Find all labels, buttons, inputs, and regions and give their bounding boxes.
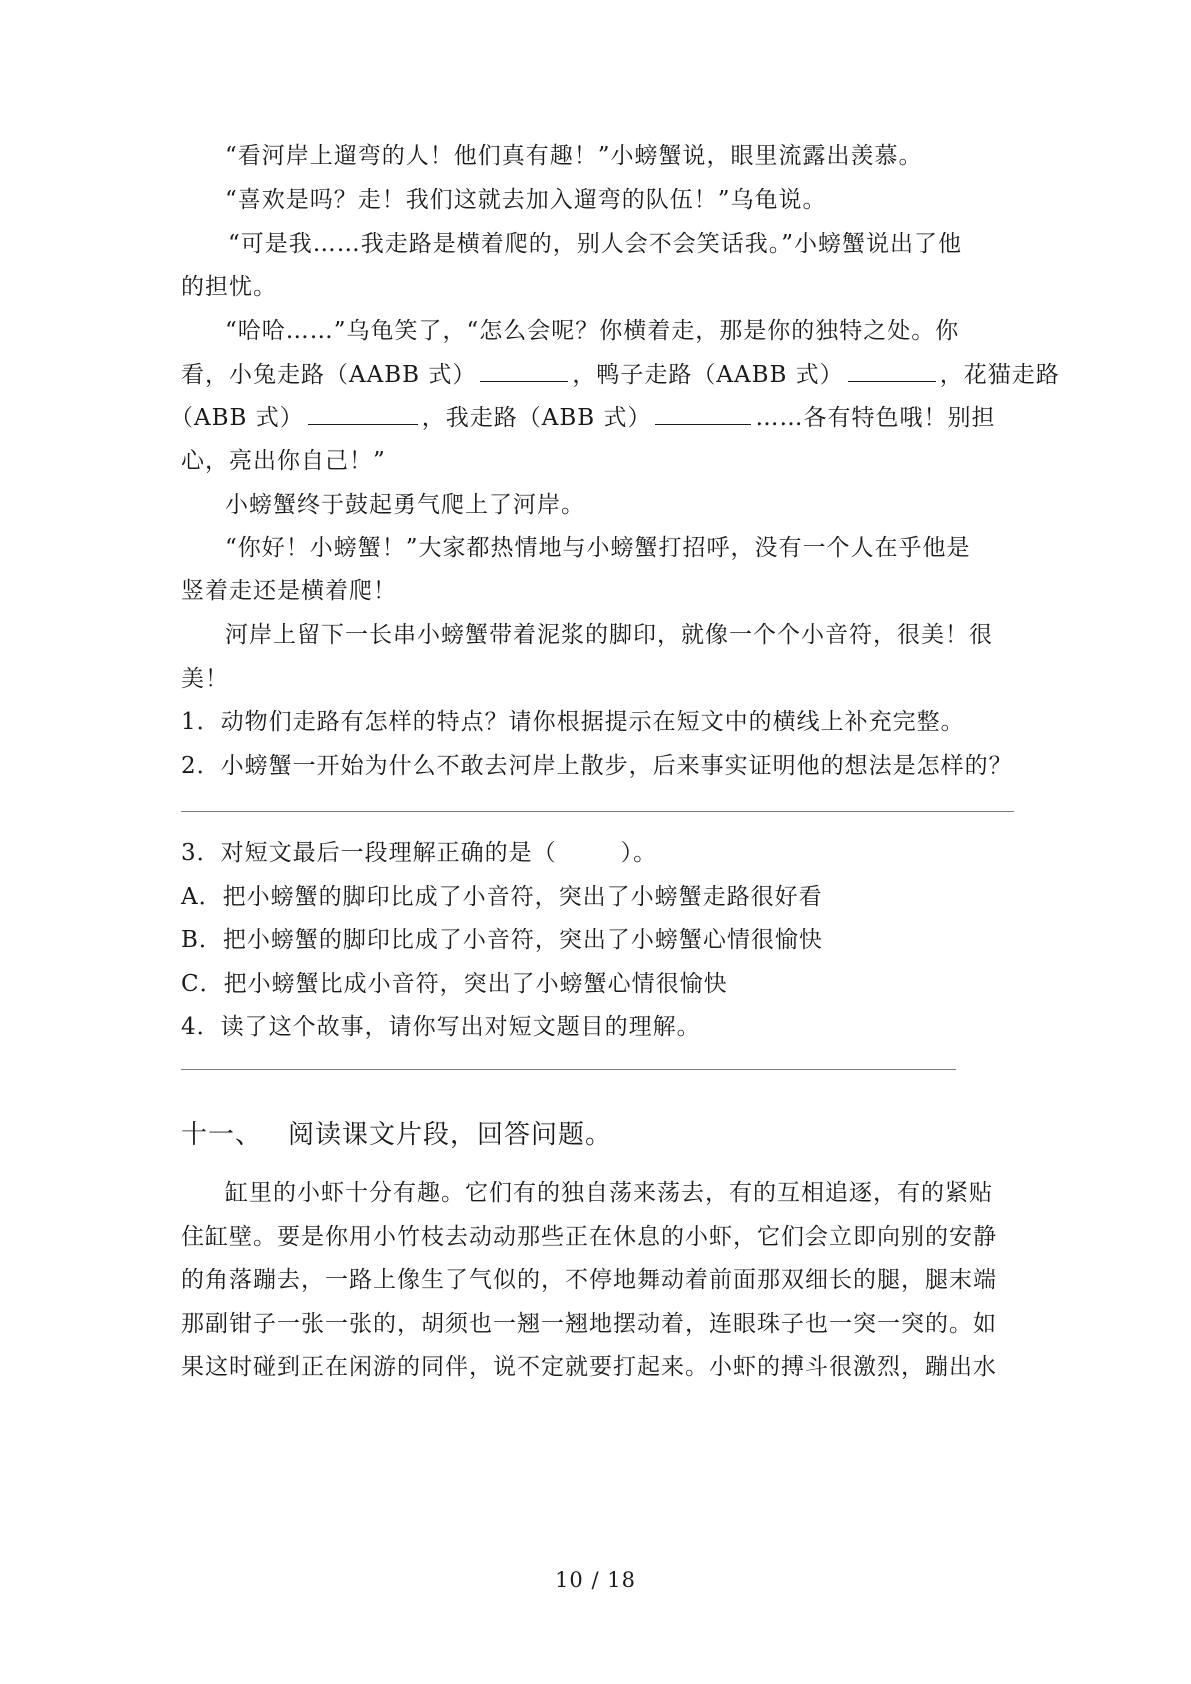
section-11-heading	[181, 1118, 612, 1152]
option-a[interactable]: A．把小螃蟹的脚印比成了小音符，突出了小螃蟹走路很好看	[181, 884, 823, 910]
story-paragraph-7-line-2: 美！	[181, 666, 229, 692]
story-paragraph-4-line-1: “哈哈……”乌龟笑了，“怎么会呢？你横着走，那是你的独特之处。你	[225, 318, 960, 344]
shrimp-passage-line-4: 那副钳子一张一张的，胡须也一翘一翘地摆动着，连眼珠子也一突一突的。如	[181, 1311, 997, 1337]
answer-line-q4[interactable]	[181, 1069, 956, 1070]
shrimp-passage-line-3: 的角落蹦去，一路上像生了气似的，不停地舞动着前面那双细长的腿，腿末端	[181, 1267, 997, 1293]
question-4: 4．读了这个故事，请你写出对短文题目的理解。	[181, 1014, 701, 1040]
story-paragraph-4-line-4: 心，亮出你自己！”	[181, 448, 386, 474]
story-paragraph-7-line-1: 河岸上留下一长串小螃蟹带着泥浆的脚印，就像一个个小音符，很美！很	[225, 622, 993, 648]
shrimp-passage-line-5: 果这时碰到正在闲游的同伴，说不定就要打起来。小虾的搏斗很激烈，蹦出水	[181, 1354, 997, 1380]
story-paragraph-2: “喜欢是吗？走！我们这就去加入遛弯的队伍！”乌龟说。	[225, 187, 827, 213]
story-paragraph-5: 小螃蟹终于鼓起勇气爬上了河岸。	[225, 492, 585, 518]
text-duck-walk: ，鸭子走路（AABB 式）	[572, 362, 844, 388]
option-b[interactable]: B．把小螃蟹的脚印比成了小音符，突出了小螃蟹心情很愉快	[181, 927, 823, 953]
cat-walk-blank[interactable]	[308, 402, 418, 425]
text-crab-walk: ，我走路（ABB 式）	[421, 405, 652, 431]
rabbit-walk-blank[interactable]	[480, 359, 568, 382]
section-number: 十一、	[181, 1120, 263, 1150]
shrimp-passage-line-1: 缸里的小虾十分有趣。它们有的独自荡来荡去，有的互相追逐，有的紧贴	[225, 1180, 993, 1206]
story-paragraph-4-line-2	[181, 359, 1060, 390]
question-3-close: ）。	[620, 840, 658, 866]
text-cat-abb: （ABB 式）	[170, 405, 304, 431]
text-cat-walk: ，花猫走路	[939, 362, 1060, 388]
page-number: 10 / 18	[555, 1568, 636, 1592]
text-rabbit-walk: 看，小兔走路（AABB 式）	[181, 362, 477, 388]
story-paragraph-6-line-2: 竖着走还是横着爬！	[181, 578, 397, 604]
crab-walk-blank[interactable]	[655, 402, 751, 425]
text-each-unique: ……各有特色哦！别担	[755, 405, 996, 431]
story-paragraph-4-line-3	[170, 402, 995, 433]
option-c[interactable]: C．把小螃蟹比成小音符，突出了小螃蟹心情很愉快	[181, 971, 728, 997]
story-paragraph-1: “看河岸上遛弯的人！他们真有趣！”小螃蟹说，眼里流露出羡慕。	[225, 143, 923, 169]
story-paragraph-6-line-1: “你好！小螃蟹！”大家都热情地与小螃蟹打招呼，没有一个人在乎他是	[225, 535, 971, 561]
story-paragraph-3-line-1: “可是我……我走路是横着爬的，别人会不会笑话我。”小螃蟹说出了他	[228, 231, 963, 257]
question-2: 2．小螃蟹一开始为什么不敢去河岸上散步，后来事实证明他的想法是怎样的？	[181, 753, 1013, 779]
question-1: 1．动物们走路有怎样的特点？请你根据提示在短文中的横线上补充完整。	[181, 709, 965, 735]
answer-line-q2[interactable]	[181, 811, 1014, 812]
question-3	[181, 838, 657, 868]
section-title: 阅读课文片段，回答问题。	[288, 1120, 613, 1150]
story-paragraph-3-line-2: 的担忧。	[181, 274, 277, 300]
duck-walk-blank[interactable]	[848, 359, 936, 382]
shrimp-passage-line-2: 住缸壁。要是你用小竹枝去动动那些正在休息的小虾，它们会立即向别的安静	[181, 1224, 997, 1250]
question-3-stem: 3．对短文最后一段理解正确的是（	[181, 840, 557, 866]
